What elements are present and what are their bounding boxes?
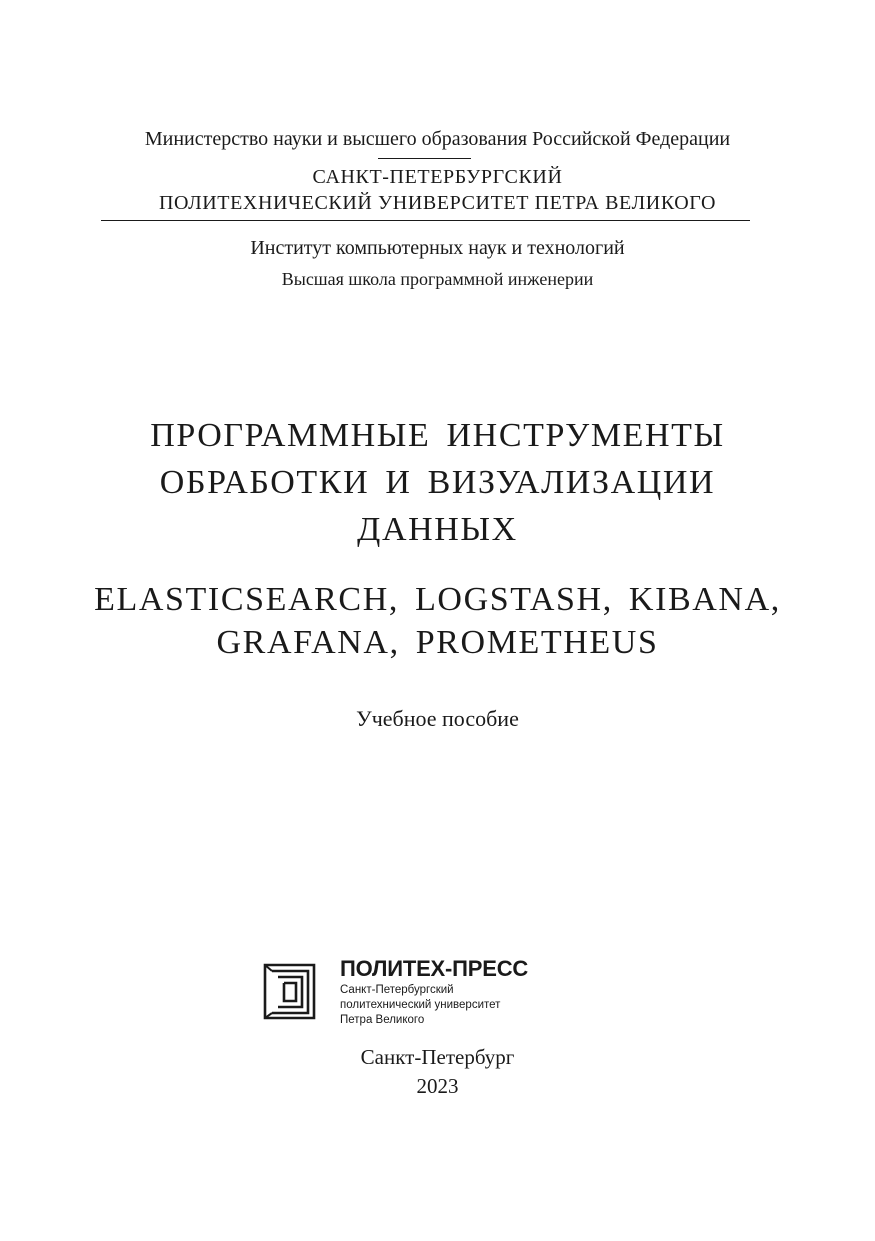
short-divider xyxy=(378,158,471,159)
book-title-line1: ПРОГРАММНЫЕ ИНСТРУМЕНТЫ xyxy=(150,417,725,454)
university-name-line2: ПОЛИТЕХНИЧЕСКИЙ УНИВЕРСИТЕТ ПЕТРА ВЕЛИКОГО xyxy=(158,192,717,214)
publisher-line3: Петра Великого xyxy=(340,1014,425,1026)
publisher-line2: политехнический университет xyxy=(340,999,501,1011)
publisher-line1: Санкт-Петербургский xyxy=(340,984,454,996)
document-type: Учебное пособие xyxy=(356,706,519,731)
book-title-line3: ДАННЫХ xyxy=(357,511,518,548)
polytech-press-logo-icon xyxy=(262,960,318,1020)
ministry-line: Министерство науки и высшего образования Российской Федерации xyxy=(144,128,731,150)
university-name-line1: САНКТ-ПЕТЕРБУРГСКИЙ xyxy=(312,166,563,188)
publisher-name: ПОЛИТЕХ-ПРЕСС xyxy=(340,956,529,981)
book-subtitle-line1: ELASTICSEARCH, LOGSTASH, KIBANA, xyxy=(94,581,781,618)
school-name: Высшая школа программной инженерии xyxy=(281,269,594,289)
book-title-line2: ОБРАБОТКИ И ВИЗУАЛИЗАЦИИ xyxy=(159,464,716,501)
institute-name: Институт компьютерных наук и технологий xyxy=(250,237,625,259)
publisher-block xyxy=(340,955,528,1028)
imprint-city: Санкт-Петербург xyxy=(360,1045,515,1069)
header-divider xyxy=(101,220,750,221)
book-subtitle-line2: GRAFANA, PROMETHEUS xyxy=(216,624,659,661)
imprint-year: 2023 xyxy=(416,1074,459,1098)
